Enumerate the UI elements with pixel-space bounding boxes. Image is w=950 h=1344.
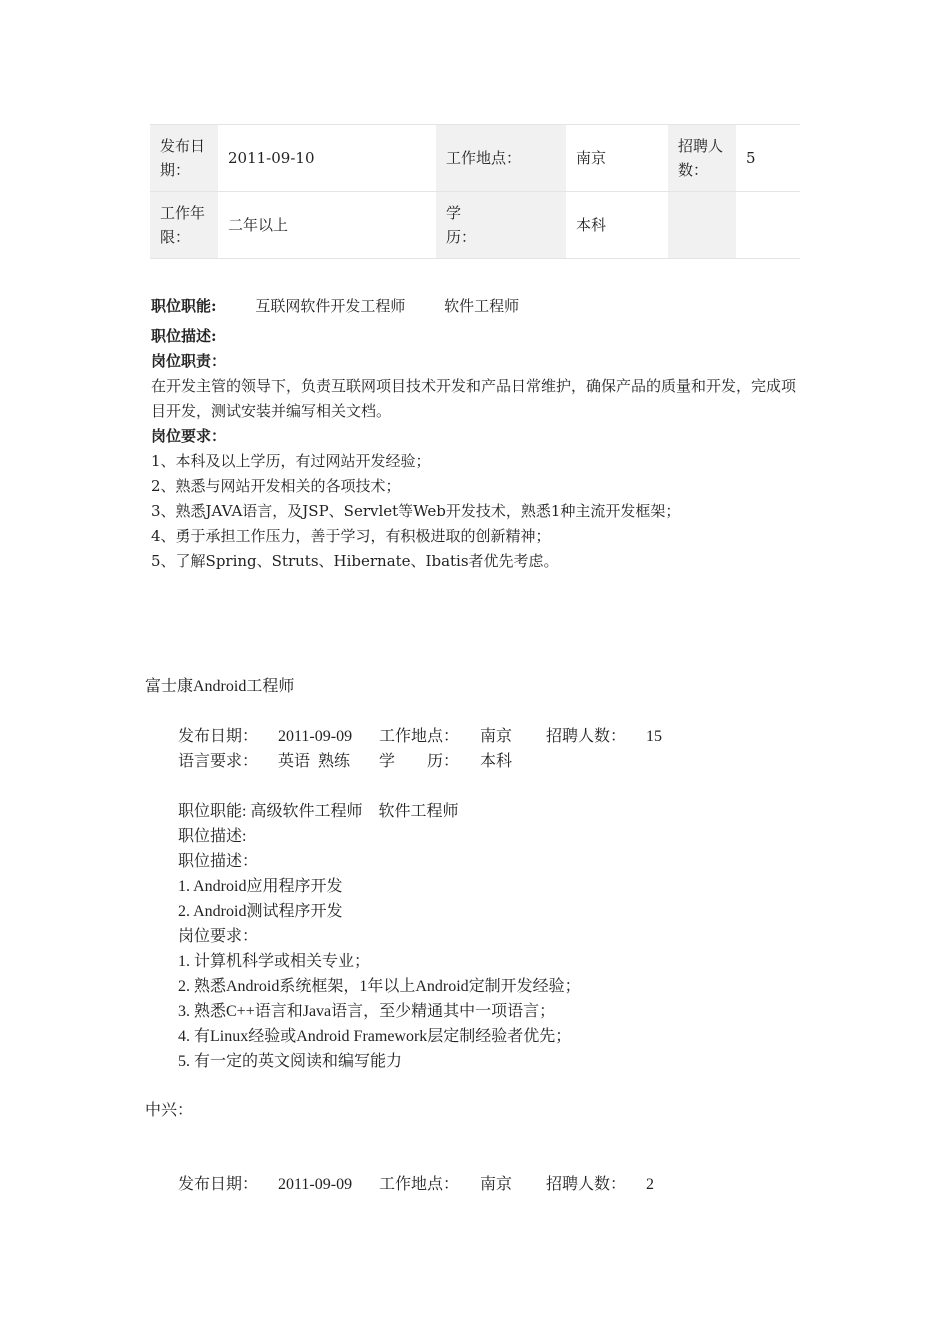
requirement-item: 3、熟悉JAVA语言，及JSP、Servlet等Web开发技术，熟悉1种主流开发框架；: [151, 502, 681, 520]
label-empty: [668, 192, 736, 259]
job3-value-headcount: 2: [646, 1176, 654, 1193]
requirement-item: 5、了解Spring、Struts、Hibernate、Ibatis者优先考虑。: [151, 552, 559, 570]
job2-label-language: 语言要求：: [178, 753, 259, 770]
job2-line: 3. 熟悉C++语言和Java语言，至少精通其中一项语言；: [178, 1003, 556, 1020]
job-description: [151, 324, 801, 574]
job2-line: 职位描述：: [178, 853, 259, 870]
requirement-label: 岗位要求：: [151, 427, 227, 445]
duty-label: 岗位职责：: [151, 352, 227, 370]
value-publish-date: 2011-09-10: [218, 125, 436, 192]
job-function-value-1: 互联网软件开发工程师: [255, 297, 406, 315]
requirement-item: 2、熟悉与网站开发相关的各项技术；: [151, 477, 401, 495]
value-headcount: 5: [736, 125, 800, 192]
job-description-label: 职位描述:: [151, 327, 217, 345]
job2-value-location: 南京: [480, 728, 513, 745]
value-location: 南京: [566, 125, 668, 192]
job2-value-publish-date: 2011-09-09: [278, 728, 353, 745]
job-function-label: 职位职能:: [151, 297, 217, 315]
job2-line: 1. 计算机科学或相关专业；: [178, 953, 371, 970]
job3-value-publish-date: 2011-09-09: [278, 1176, 353, 1193]
job2-details: [178, 799, 798, 1074]
job2-line: 4. 有Linux经验或Android Framework层定制经验者优先；: [178, 1028, 572, 1045]
job2-value-language: 英语 熟练: [278, 753, 351, 770]
job2-label-location: 工作地点：: [379, 728, 460, 745]
job-info-table: [150, 124, 800, 259]
job2-line: 2. Android测试程序开发: [178, 903, 343, 920]
table-row: [150, 192, 800, 259]
job2-line: 5. 有一定的英文阅读和编写能力: [178, 1053, 403, 1070]
job-function-row: [151, 294, 519, 319]
job2-line: 1. Android应用程序开发: [178, 878, 343, 895]
job2-value-education: 本科: [480, 753, 513, 770]
label-publish-date: 发布日期：: [150, 125, 218, 192]
job2-line: 岗位要求：: [178, 928, 259, 945]
value-empty: [736, 192, 800, 259]
job2-value-headcount: 15: [646, 728, 662, 745]
label-education-text: 学 历：: [446, 204, 477, 246]
job3-title: 中兴：: [145, 1102, 194, 1119]
table-row: [150, 125, 800, 192]
job2-label-education: 学 历：: [379, 753, 460, 770]
duty-text: 在开发主管的领导下，负责互联网项目技术开发和产品日常维护，确保产品的质量和开发，完成项目开发，测试安装并编写相关文档。: [151, 377, 797, 420]
job2-line: 2. 熟悉Android系统框架，1年以上Android定制开发经验；: [178, 978, 581, 995]
label-headcount: 招聘人数：: [668, 125, 736, 192]
label-experience: 工作年限：: [150, 192, 218, 259]
requirement-item: 1、本科及以上学历，有过网站开发经验；: [151, 452, 431, 470]
job2-line: 职位描述:: [178, 828, 247, 845]
label-location: 工作地点：: [436, 125, 566, 192]
requirement-item: 4、勇于承担工作压力，善于学习，有积极进取的创新精神；: [151, 527, 551, 545]
label-education: [436, 192, 566, 259]
job3-label-location: 工作地点：: [379, 1176, 460, 1193]
job3-label-publish-date: 发布日期：: [178, 1176, 259, 1193]
job-function-value-2: 软件工程师: [444, 297, 520, 315]
job2-title: 富士康Android工程师: [145, 678, 295, 695]
job3-value-location: 南京: [480, 1176, 513, 1193]
value-experience: 二年以上: [218, 192, 436, 259]
job3-label-headcount: 招聘人数：: [546, 1176, 627, 1193]
job2-line: 职位职能: 高级软件工程师 软件工程师: [178, 803, 459, 820]
job2-label-headcount: 招聘人数：: [546, 728, 627, 745]
job2-label-publish-date: 发布日期：: [178, 728, 259, 745]
value-education: 本科: [566, 192, 668, 259]
